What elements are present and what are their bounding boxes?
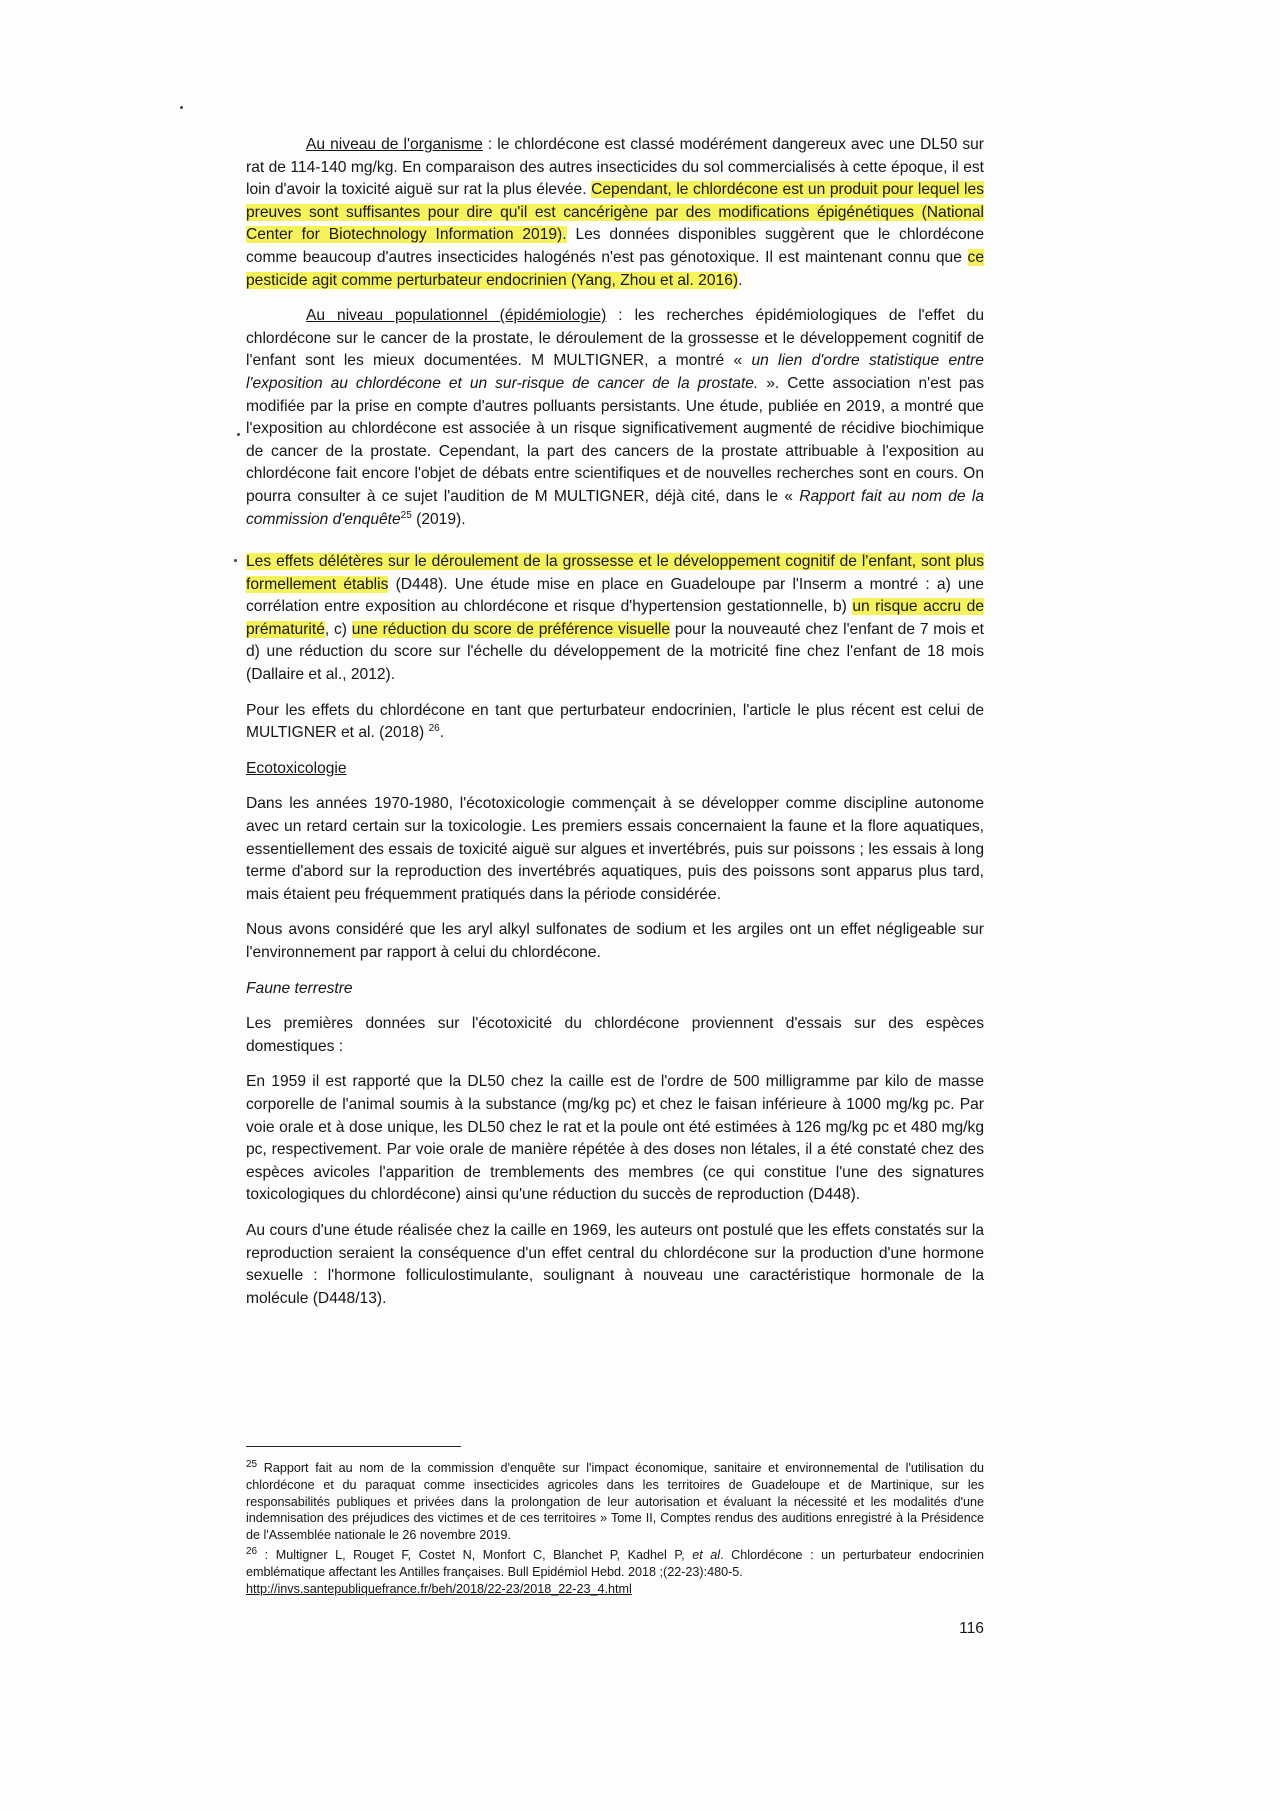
footnote-ref-26[interactable]: 26 [428, 723, 440, 735]
paragraph-organisme: Au niveau de l'organisme : le chlordécone est classé modérément dangereux avec une DL50 sur rat de 114-140 mg/kg. En comparaison des autres insecticides du sol commercialisés à cette époque, il est loin d'avoir la toxicité aiguë sur rat la plus élevée. Cependant, le chlordécone est un produit pour lequel les preuves sont suffisantes pour dire qu'il est cancérigène par des modifications épigénétiques (National Center for Biotechnology Information 2019). Les données disponibles suggèrent que le chlordécone comme beaucoup d'autres insecticides halogénés n'est pas génotoxique. Il est maintenant connu que ce pesticide agit comme perturbateur endocrinien (Yang, Zhou et al. 2016). [246, 136, 984, 289]
footnote-separator [246, 1446, 461, 1447]
paragraph-populationnel: Au niveau populationnel (épidémiologie) : les recherches épidémiologiques de l'effet du chlordécone sur le cancer de la prostate, le déroulement de la grossesse et le développement cognitif de l'enfant sont les mieux documentées. M MULTIGNER, a montré « un lien d'ordre statistique entre l'exposition au chlordécone et un sur-risque de cancer de la prostate. ». Cette association n'est pas modifiée par la prise en compte d'autres polluants persistants. Une étude, publiée en 2019, a montré que l'exposition au chlordécone est associée à un risque significativement augmenté de récidive biochimique de cancer de la prostate. Cependant, la part des cancers de la prostate attribuable à l'exposition au chlordécone fait encore l'objet de débats entre scientifiques et de nouvelles recherches sont en cours. On pourra consulter à ce sujet l'audition de M MULTIGNER, déjà cité, dans le « Rapport fait au nom de la commission d'enquête$^{25}$ (2019). [246, 307, 985, 528]
paragraph-grossesse: Les effets délétères sur le déroulement de la grossesse et le développement cognitif de l'enfant, sont plus formellement établis (D448). Une étude mise en place en Guadeloupe par l'Inserm a montré : a) une corrélation entre exposition au chlordécone et risque d'hypertension gestationnelle, b) un risque accru de prématurité, c) une réduction du score de préférence visuelle pour la nouveauté chez l'enfant de 7 mois et d) une réduction du score sur l'échelle du développement de la motricité fine chez l'enfant de 18 mois (Dallaire et al., 2012). [246, 553, 985, 684]
heading-ecotoxicologie: Ecotoxicologie [246, 759, 347, 777]
report-title: Rapport fait au nom de la commission d'enquête [246, 487, 984, 528]
heading-organisme: Au niveau de l'organisme [306, 136, 483, 153]
paragraph-ecotox-history: Dans les années 1970-1980, l'écotoxicologie commençait à se développer comme discipline autonome avec un retard certain sur la toxicologie. Les premiers essais concernaient la faune et la flore aquatiques, essentiellement des essais de toxicité aiguë sur algues et invertébrés, puis sur poissons ; les essais à long terme d'abord sur la reproduction des invertébrés aquatiques, puis des poissons sont apparus plus tard, mais étaient peu fréquemment pratiqués dans la période considérée. [246, 795, 984, 903]
paragraph-caille-1969: Au cours d'une étude réalisée chez la caille en 1969, les auteurs ont postulé que les effets constatés sur la reproduction seraient la conséquence d'un effet central du chlordécone sur la production d'une hormone sexuelle : l'hormone folliculostimulante, soulignant à nouveau une caractéristique hormonale de la molécule (D448/13). [246, 1221, 984, 1307]
footnote-ref-25[interactable]: 25 [400, 509, 412, 521]
main-text [246, 134, 984, 1323]
highlight-prematurite: un risque accru de prématurité [246, 598, 985, 638]
page-number: 116 [959, 1620, 984, 1637]
highlight-perturbateur: ce pesticide agit comme perturbateur endocrinien (Yang, Zhou et al. 2016) [246, 248, 984, 289]
highlight-effets-deleteres: Les effets délétères sur le déroulement de la grossesse et le développement cognitif de l'enfant, sont plus formellement établis [246, 553, 984, 593]
heading-populationnel: Au niveau populationnel (épidémiologie) [306, 307, 607, 325]
scan-speck [180, 106, 183, 109]
highlight-preference-visuelle: une réduction du score de préférence visuelle [351, 620, 671, 638]
footnote-26: $^{26}$ : Multigner L, Rouget F, Costet N, Monfort C, Blanchet P, Kadhel P, et al. Chlordécone : un perturbateur endocrinien emblématique affectant les Antilles françaises. Bull Epidémiol Hebd. 2018 ;(22-23):480-5. http://invs.santepubliquefrance.fr/beh/2018/22-23/2018_22-23_4.html [246, 1545, 984, 1596]
scan-speck [234, 559, 237, 562]
heading-faune-terrestre: Faune terrestre [246, 979, 353, 997]
footnote-25: $^{25}$ Rapport fait au nom de la commission d'enquête sur l'impact économique, sanitaire et environnemental de l'utilisation du chlordécone et du paraquat comme insecticides agricoles dans les territoires de Guadeloupe et de Martinique, sur les responsabilités publiques et privées dans la prolongation de leur autorisation et évaluant la nécessité et les modalités d'une indemnisation des préjudices des victimes et de ces territoires » Tome II, Comptes rendus des auditions enregistré à la Présidence de l'Assemblée nationale le 26 novembre 2019. [246, 1458, 984, 1543]
quote-multigner: un lien d'ordre statistique entre l'exposition au chlordécone et un sur-risque de cancer de la prostate. [246, 352, 984, 392]
paragraph-endocrinien: Pour les effets du chlordécone en tant que perturbateur endocrinien, l'article le plus récent est celui de MULTIGNER et al. (2018) $^{26}$. [246, 701, 984, 742]
footnotes [246, 1460, 984, 1600]
highlight-cancerigene: Cependant, le chlordécone est un produit pour lequel les preuves sont suffisantes pour dire qu'il est cancérigène par des modifications épigénétiques (National Center for Biotechnology Information 2019). [246, 181, 984, 244]
paragraph-premieres-donnees: Les premières données sur l'écotoxicité du chlordécone proviennent d'essais sur des espèces domestiques : [246, 1015, 984, 1055]
scan-speck [237, 433, 240, 436]
footnote-26-link[interactable]: http://invs.santepubliquefrance.fr/beh/2018/22-23/2018_22-23_4.html [246, 1581, 632, 1596]
paragraph-dl50: En 1959 il est rapporté que la DL50 chez la caille est de l'ordre de 500 milligramme par kilo de masse corporelle de l'animal soumis à la substance (mg/kg pc) et chez le faisan inférieure à 1000 mg/kg pc. Par voie orale et à dose unique, les DL50 chez le rat et la poule ont été estimées à 126 mg/kg pc et 480 mg/kg pc, respectivement. Par voie orale de manière répétée à des doses non létales, il a été constaté chez des espèces avicoles l'apparition de tremblements des membres (ce qui constitue l'une des signatures toxicologiques du chlordécone) ainsi qu'une réduction du succès de reproduction (D448). [246, 1073, 984, 1204]
paragraph-sulfonates: Nous avons considéré que les aryl alkyl sulfonates de sodium et les argiles ont un effet négligeable sur l'environnement par rapport à celui du chlordécone. [246, 921, 984, 961]
